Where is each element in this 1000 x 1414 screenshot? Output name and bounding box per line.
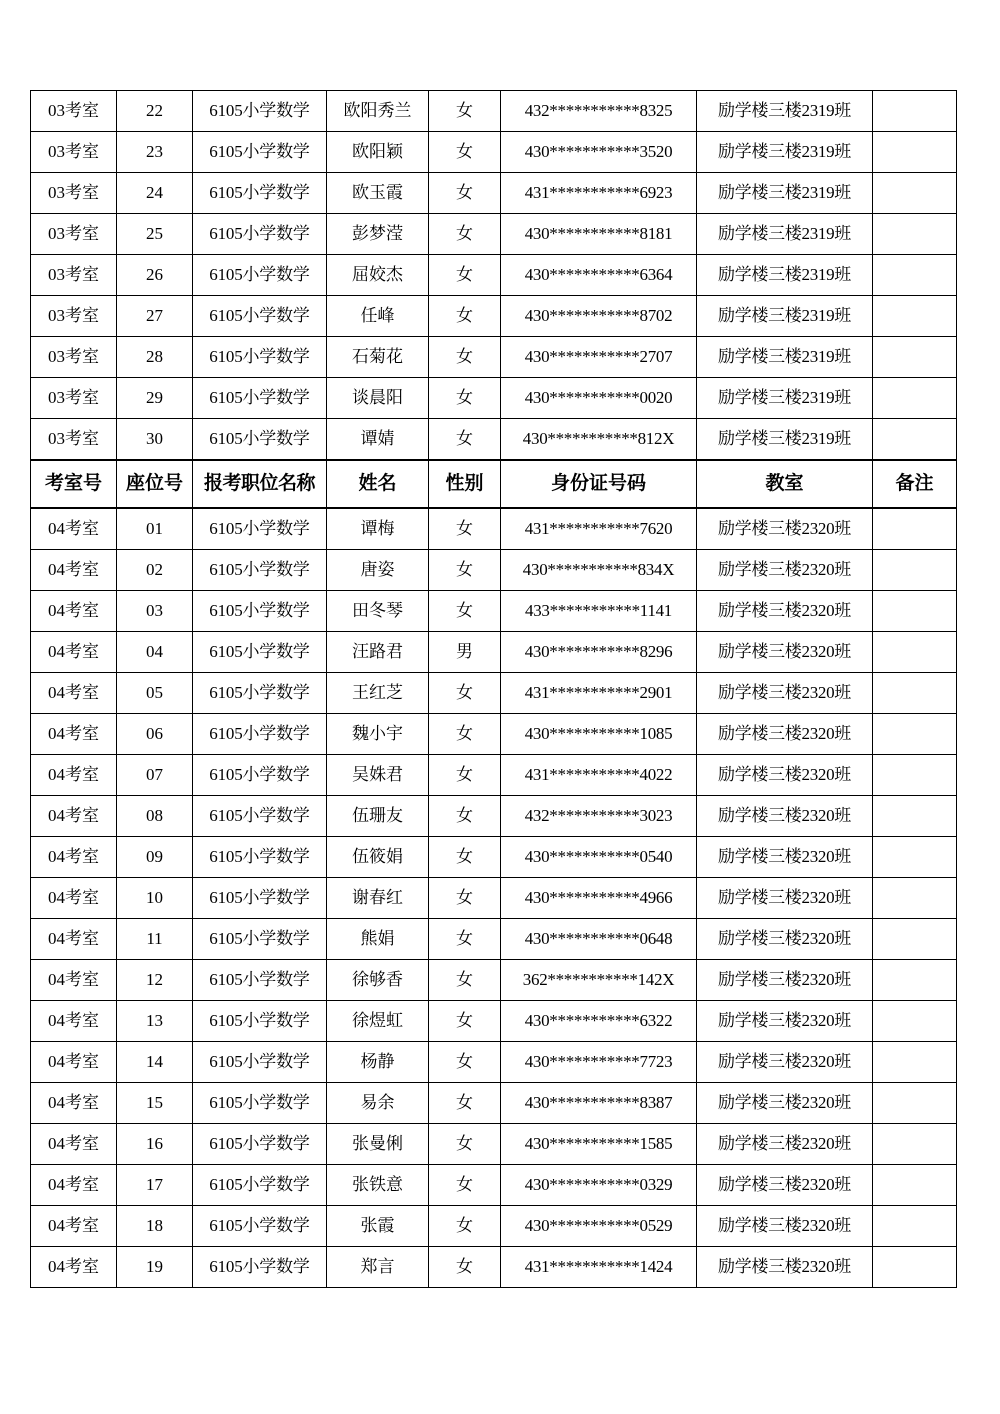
cell-room-no: 03考室	[31, 419, 117, 461]
table-row	[31, 1206, 957, 1247]
cell-seat-no: 26	[117, 255, 193, 296]
cell-seat-no: 30	[117, 419, 193, 461]
cell-gender: 女	[429, 796, 501, 837]
cell-id-number: 431***********7620	[501, 508, 697, 550]
cell-id-number: 430***********8387	[501, 1083, 697, 1124]
cell-name: 张铁意	[327, 1165, 429, 1206]
cell-seat-no: 13	[117, 1001, 193, 1042]
cell-position: 6105小学数学	[193, 255, 327, 296]
cell-position: 6105小学数学	[193, 591, 327, 632]
cell-seat-no: 07	[117, 755, 193, 796]
cell-classroom: 励学楼三楼2319班	[697, 173, 873, 214]
table-row	[31, 508, 957, 550]
cell-gender: 女	[429, 1206, 501, 1247]
cell-classroom: 励学楼三楼2319班	[697, 132, 873, 173]
cell-classroom: 励学楼三楼2320班	[697, 591, 873, 632]
cell-gender: 女	[429, 960, 501, 1001]
cell-classroom: 励学楼三楼2320班	[697, 508, 873, 550]
table-row	[31, 878, 957, 919]
cell-id-number: 430***********812X	[501, 419, 697, 461]
exam-roster-body	[31, 91, 957, 1288]
table-row	[31, 132, 957, 173]
table-row	[31, 378, 957, 419]
cell-seat-no: 22	[117, 91, 193, 132]
cell-seat-no: 01	[117, 508, 193, 550]
cell-id-number: 362***********142X	[501, 960, 697, 1001]
cell-id-number: 431***********2901	[501, 673, 697, 714]
cell-id-number: 430***********8702	[501, 296, 697, 337]
table-row	[31, 591, 957, 632]
cell-position: 6105小学数学	[193, 878, 327, 919]
table-header-row	[31, 460, 957, 508]
cell-seat-no: 03	[117, 591, 193, 632]
table-row	[31, 296, 957, 337]
cell-name: 徐煜虹	[327, 1001, 429, 1042]
cell-room-no: 04考室	[31, 960, 117, 1001]
cell-remark	[873, 714, 957, 755]
cell-room-no: 03考室	[31, 91, 117, 132]
cell-classroom: 励学楼三楼2320班	[697, 960, 873, 1001]
cell-position: 6105小学数学	[193, 755, 327, 796]
cell-id-number: 431***********4022	[501, 755, 697, 796]
cell-remark	[873, 837, 957, 878]
cell-classroom: 励学楼三楼2320班	[697, 550, 873, 591]
cell-remark	[873, 673, 957, 714]
cell-seat-no: 27	[117, 296, 193, 337]
cell-room-no: 04考室	[31, 1083, 117, 1124]
table-row	[31, 960, 957, 1001]
cell-room-no: 04考室	[31, 1165, 117, 1206]
cell-gender: 女	[429, 1042, 501, 1083]
table-row	[31, 1124, 957, 1165]
cell-seat-no: 14	[117, 1042, 193, 1083]
column-header-gender: 性别	[429, 460, 501, 508]
cell-remark	[873, 508, 957, 550]
table-row	[31, 173, 957, 214]
cell-remark	[873, 1247, 957, 1288]
table-row	[31, 1001, 957, 1042]
column-header-classroom: 教室	[697, 460, 873, 508]
table-row	[31, 1165, 957, 1206]
table-row	[31, 550, 957, 591]
cell-seat-no: 15	[117, 1083, 193, 1124]
cell-gender: 女	[429, 591, 501, 632]
cell-room-no: 03考室	[31, 255, 117, 296]
cell-name: 易余	[327, 1083, 429, 1124]
cell-gender: 女	[429, 1124, 501, 1165]
cell-room-no: 04考室	[31, 878, 117, 919]
cell-remark	[873, 255, 957, 296]
cell-room-no: 03考室	[31, 214, 117, 255]
cell-position: 6105小学数学	[193, 1083, 327, 1124]
cell-id-number: 430***********8296	[501, 632, 697, 673]
cell-room-no: 04考室	[31, 550, 117, 591]
cell-remark	[873, 1083, 957, 1124]
cell-position: 6105小学数学	[193, 508, 327, 550]
cell-remark	[873, 1042, 957, 1083]
cell-position: 6105小学数学	[193, 419, 327, 461]
exam-roster-sheet	[30, 90, 956, 1288]
cell-gender: 女	[429, 837, 501, 878]
cell-classroom: 励学楼三楼2320班	[697, 878, 873, 919]
cell-classroom: 励学楼三楼2320班	[697, 1042, 873, 1083]
cell-seat-no: 06	[117, 714, 193, 755]
cell-name: 任峰	[327, 296, 429, 337]
cell-name: 张曼俐	[327, 1124, 429, 1165]
cell-gender: 女	[429, 1083, 501, 1124]
cell-remark	[873, 91, 957, 132]
cell-gender: 女	[429, 508, 501, 550]
column-header-id-number: 身份证号码	[501, 460, 697, 508]
cell-gender: 女	[429, 255, 501, 296]
exam-roster-table	[30, 90, 957, 1288]
column-header-remark: 备注	[873, 460, 957, 508]
cell-classroom: 励学楼三楼2320班	[697, 837, 873, 878]
cell-id-number: 430***********1085	[501, 714, 697, 755]
cell-id-number: 430***********0329	[501, 1165, 697, 1206]
cell-seat-no: 08	[117, 796, 193, 837]
table-row	[31, 1247, 957, 1288]
cell-seat-no: 28	[117, 337, 193, 378]
cell-remark	[873, 550, 957, 591]
cell-name: 熊娟	[327, 919, 429, 960]
cell-position: 6105小学数学	[193, 91, 327, 132]
cell-room-no: 04考室	[31, 755, 117, 796]
cell-gender: 女	[429, 91, 501, 132]
cell-seat-no: 25	[117, 214, 193, 255]
cell-remark	[873, 755, 957, 796]
cell-remark	[873, 1165, 957, 1206]
cell-gender: 女	[429, 419, 501, 461]
column-header-seat-no: 座位号	[117, 460, 193, 508]
cell-remark	[873, 173, 957, 214]
table-row	[31, 255, 957, 296]
cell-seat-no: 29	[117, 378, 193, 419]
cell-position: 6105小学数学	[193, 1124, 327, 1165]
table-row	[31, 755, 957, 796]
cell-position: 6105小学数学	[193, 673, 327, 714]
cell-remark	[873, 1206, 957, 1247]
cell-id-number: 430***********834X	[501, 550, 697, 591]
cell-id-number: 432***********3023	[501, 796, 697, 837]
table-row	[31, 673, 957, 714]
cell-room-no: 04考室	[31, 919, 117, 960]
cell-position: 6105小学数学	[193, 1165, 327, 1206]
cell-remark	[873, 919, 957, 960]
table-row	[31, 337, 957, 378]
cell-room-no: 04考室	[31, 632, 117, 673]
cell-remark	[873, 296, 957, 337]
cell-id-number: 430***********6322	[501, 1001, 697, 1042]
cell-name: 王红芝	[327, 673, 429, 714]
cell-id-number: 430***********3520	[501, 132, 697, 173]
cell-position: 6105小学数学	[193, 214, 327, 255]
cell-position: 6105小学数学	[193, 796, 327, 837]
cell-name: 谢春红	[327, 878, 429, 919]
cell-name: 谭婧	[327, 419, 429, 461]
cell-name: 唐姿	[327, 550, 429, 591]
cell-seat-no: 12	[117, 960, 193, 1001]
cell-seat-no: 09	[117, 837, 193, 878]
table-row	[31, 919, 957, 960]
cell-gender: 女	[429, 755, 501, 796]
cell-position: 6105小学数学	[193, 1247, 327, 1288]
table-row	[31, 714, 957, 755]
cell-gender: 女	[429, 550, 501, 591]
cell-id-number: 430***********0020	[501, 378, 697, 419]
cell-seat-no: 02	[117, 550, 193, 591]
cell-room-no: 03考室	[31, 132, 117, 173]
cell-id-number: 430***********6364	[501, 255, 697, 296]
cell-name: 汪路君	[327, 632, 429, 673]
cell-room-no: 04考室	[31, 714, 117, 755]
cell-name: 田冬琴	[327, 591, 429, 632]
cell-classroom: 励学楼三楼2320班	[697, 673, 873, 714]
cell-gender: 女	[429, 878, 501, 919]
cell-position: 6105小学数学	[193, 550, 327, 591]
cell-classroom: 励学楼三楼2320班	[697, 796, 873, 837]
cell-classroom: 励学楼三楼2320班	[697, 755, 873, 796]
cell-id-number: 430***********2707	[501, 337, 697, 378]
cell-gender: 女	[429, 173, 501, 214]
cell-id-number: 431***********1424	[501, 1247, 697, 1288]
cell-remark	[873, 796, 957, 837]
cell-seat-no: 16	[117, 1124, 193, 1165]
cell-classroom: 励学楼三楼2319班	[697, 337, 873, 378]
cell-room-no: 04考室	[31, 1206, 117, 1247]
cell-id-number: 430***********8181	[501, 214, 697, 255]
cell-room-no: 04考室	[31, 1001, 117, 1042]
cell-position: 6105小学数学	[193, 337, 327, 378]
cell-name: 徐够香	[327, 960, 429, 1001]
cell-remark	[873, 419, 957, 461]
table-row	[31, 214, 957, 255]
cell-position: 6105小学数学	[193, 296, 327, 337]
cell-id-number: 430***********0648	[501, 919, 697, 960]
cell-gender: 女	[429, 1165, 501, 1206]
cell-classroom: 励学楼三楼2320班	[697, 1206, 873, 1247]
cell-position: 6105小学数学	[193, 173, 327, 214]
cell-remark	[873, 214, 957, 255]
cell-id-number: 432***********8325	[501, 91, 697, 132]
column-header-name: 姓名	[327, 460, 429, 508]
cell-room-no: 04考室	[31, 796, 117, 837]
table-row	[31, 837, 957, 878]
cell-id-number: 430***********1585	[501, 1124, 697, 1165]
cell-gender: 女	[429, 296, 501, 337]
cell-room-no: 04考室	[31, 673, 117, 714]
cell-name: 吴姝君	[327, 755, 429, 796]
cell-gender: 女	[429, 673, 501, 714]
cell-remark	[873, 1124, 957, 1165]
cell-id-number: 430***********4966	[501, 878, 697, 919]
cell-name: 伍珊友	[327, 796, 429, 837]
cell-id-number: 430***********0540	[501, 837, 697, 878]
cell-gender: 男	[429, 632, 501, 673]
cell-id-number: 433***********1141	[501, 591, 697, 632]
column-header-position: 报考职位名称	[193, 460, 327, 508]
cell-classroom: 励学楼三楼2320班	[697, 632, 873, 673]
cell-room-no: 03考室	[31, 378, 117, 419]
cell-seat-no: 11	[117, 919, 193, 960]
cell-name: 彭梦滢	[327, 214, 429, 255]
cell-classroom: 励学楼三楼2320班	[697, 1165, 873, 1206]
cell-position: 6105小学数学	[193, 132, 327, 173]
cell-seat-no: 05	[117, 673, 193, 714]
table-row	[31, 91, 957, 132]
column-header-room-no: 考室号	[31, 460, 117, 508]
cell-remark	[873, 960, 957, 1001]
cell-room-no: 04考室	[31, 1247, 117, 1288]
cell-name: 欧玉霞	[327, 173, 429, 214]
cell-gender: 女	[429, 919, 501, 960]
cell-gender: 女	[429, 214, 501, 255]
cell-room-no: 04考室	[31, 508, 117, 550]
cell-classroom: 励学楼三楼2319班	[697, 378, 873, 419]
table-row	[31, 1083, 957, 1124]
cell-gender: 女	[429, 132, 501, 173]
table-row	[31, 632, 957, 673]
cell-gender: 女	[429, 1001, 501, 1042]
cell-classroom: 励学楼三楼2320班	[697, 1083, 873, 1124]
cell-name: 石菊花	[327, 337, 429, 378]
cell-name: 欧阳颖	[327, 132, 429, 173]
cell-remark	[873, 1001, 957, 1042]
cell-classroom: 励学楼三楼2320班	[697, 1247, 873, 1288]
cell-seat-no: 19	[117, 1247, 193, 1288]
cell-gender: 女	[429, 337, 501, 378]
cell-room-no: 04考室	[31, 591, 117, 632]
cell-position: 6105小学数学	[193, 1206, 327, 1247]
cell-name: 魏小宇	[327, 714, 429, 755]
cell-seat-no: 10	[117, 878, 193, 919]
cell-name: 谈晨阳	[327, 378, 429, 419]
cell-name: 屈姣杰	[327, 255, 429, 296]
cell-seat-no: 18	[117, 1206, 193, 1247]
cell-name: 谭梅	[327, 508, 429, 550]
cell-room-no: 03考室	[31, 173, 117, 214]
table-row	[31, 796, 957, 837]
cell-position: 6105小学数学	[193, 632, 327, 673]
cell-remark	[873, 591, 957, 632]
cell-seat-no: 23	[117, 132, 193, 173]
cell-seat-no: 24	[117, 173, 193, 214]
cell-position: 6105小学数学	[193, 960, 327, 1001]
cell-gender: 女	[429, 714, 501, 755]
cell-position: 6105小学数学	[193, 714, 327, 755]
cell-room-no: 04考室	[31, 1124, 117, 1165]
cell-seat-no: 04	[117, 632, 193, 673]
cell-id-number: 431***********6923	[501, 173, 697, 214]
table-row	[31, 1042, 957, 1083]
cell-classroom: 励学楼三楼2320班	[697, 714, 873, 755]
cell-classroom: 励学楼三楼2319班	[697, 419, 873, 461]
cell-position: 6105小学数学	[193, 837, 327, 878]
cell-classroom: 励学楼三楼2320班	[697, 919, 873, 960]
cell-gender: 女	[429, 378, 501, 419]
cell-remark	[873, 878, 957, 919]
cell-room-no: 03考室	[31, 296, 117, 337]
cell-classroom: 励学楼三楼2319班	[697, 255, 873, 296]
cell-position: 6105小学数学	[193, 919, 327, 960]
cell-id-number: 430***********0529	[501, 1206, 697, 1247]
cell-name: 欧阳秀兰	[327, 91, 429, 132]
cell-classroom: 励学楼三楼2320班	[697, 1124, 873, 1165]
cell-classroom: 励学楼三楼2319班	[697, 91, 873, 132]
cell-seat-no: 17	[117, 1165, 193, 1206]
cell-remark	[873, 378, 957, 419]
cell-remark	[873, 132, 957, 173]
cell-position: 6105小学数学	[193, 1042, 327, 1083]
cell-remark	[873, 632, 957, 673]
cell-classroom: 励学楼三楼2319班	[697, 296, 873, 337]
cell-room-no: 04考室	[31, 837, 117, 878]
cell-name: 张霞	[327, 1206, 429, 1247]
cell-name: 杨静	[327, 1042, 429, 1083]
cell-name: 伍筱娟	[327, 837, 429, 878]
cell-room-no: 04考室	[31, 1042, 117, 1083]
cell-gender: 女	[429, 1247, 501, 1288]
cell-remark	[873, 337, 957, 378]
cell-classroom: 励学楼三楼2319班	[697, 214, 873, 255]
cell-room-no: 03考室	[31, 337, 117, 378]
cell-classroom: 励学楼三楼2320班	[697, 1001, 873, 1042]
cell-name: 郑言	[327, 1247, 429, 1288]
cell-position: 6105小学数学	[193, 1001, 327, 1042]
table-row	[31, 419, 957, 461]
cell-position: 6105小学数学	[193, 378, 327, 419]
cell-id-number: 430***********7723	[501, 1042, 697, 1083]
